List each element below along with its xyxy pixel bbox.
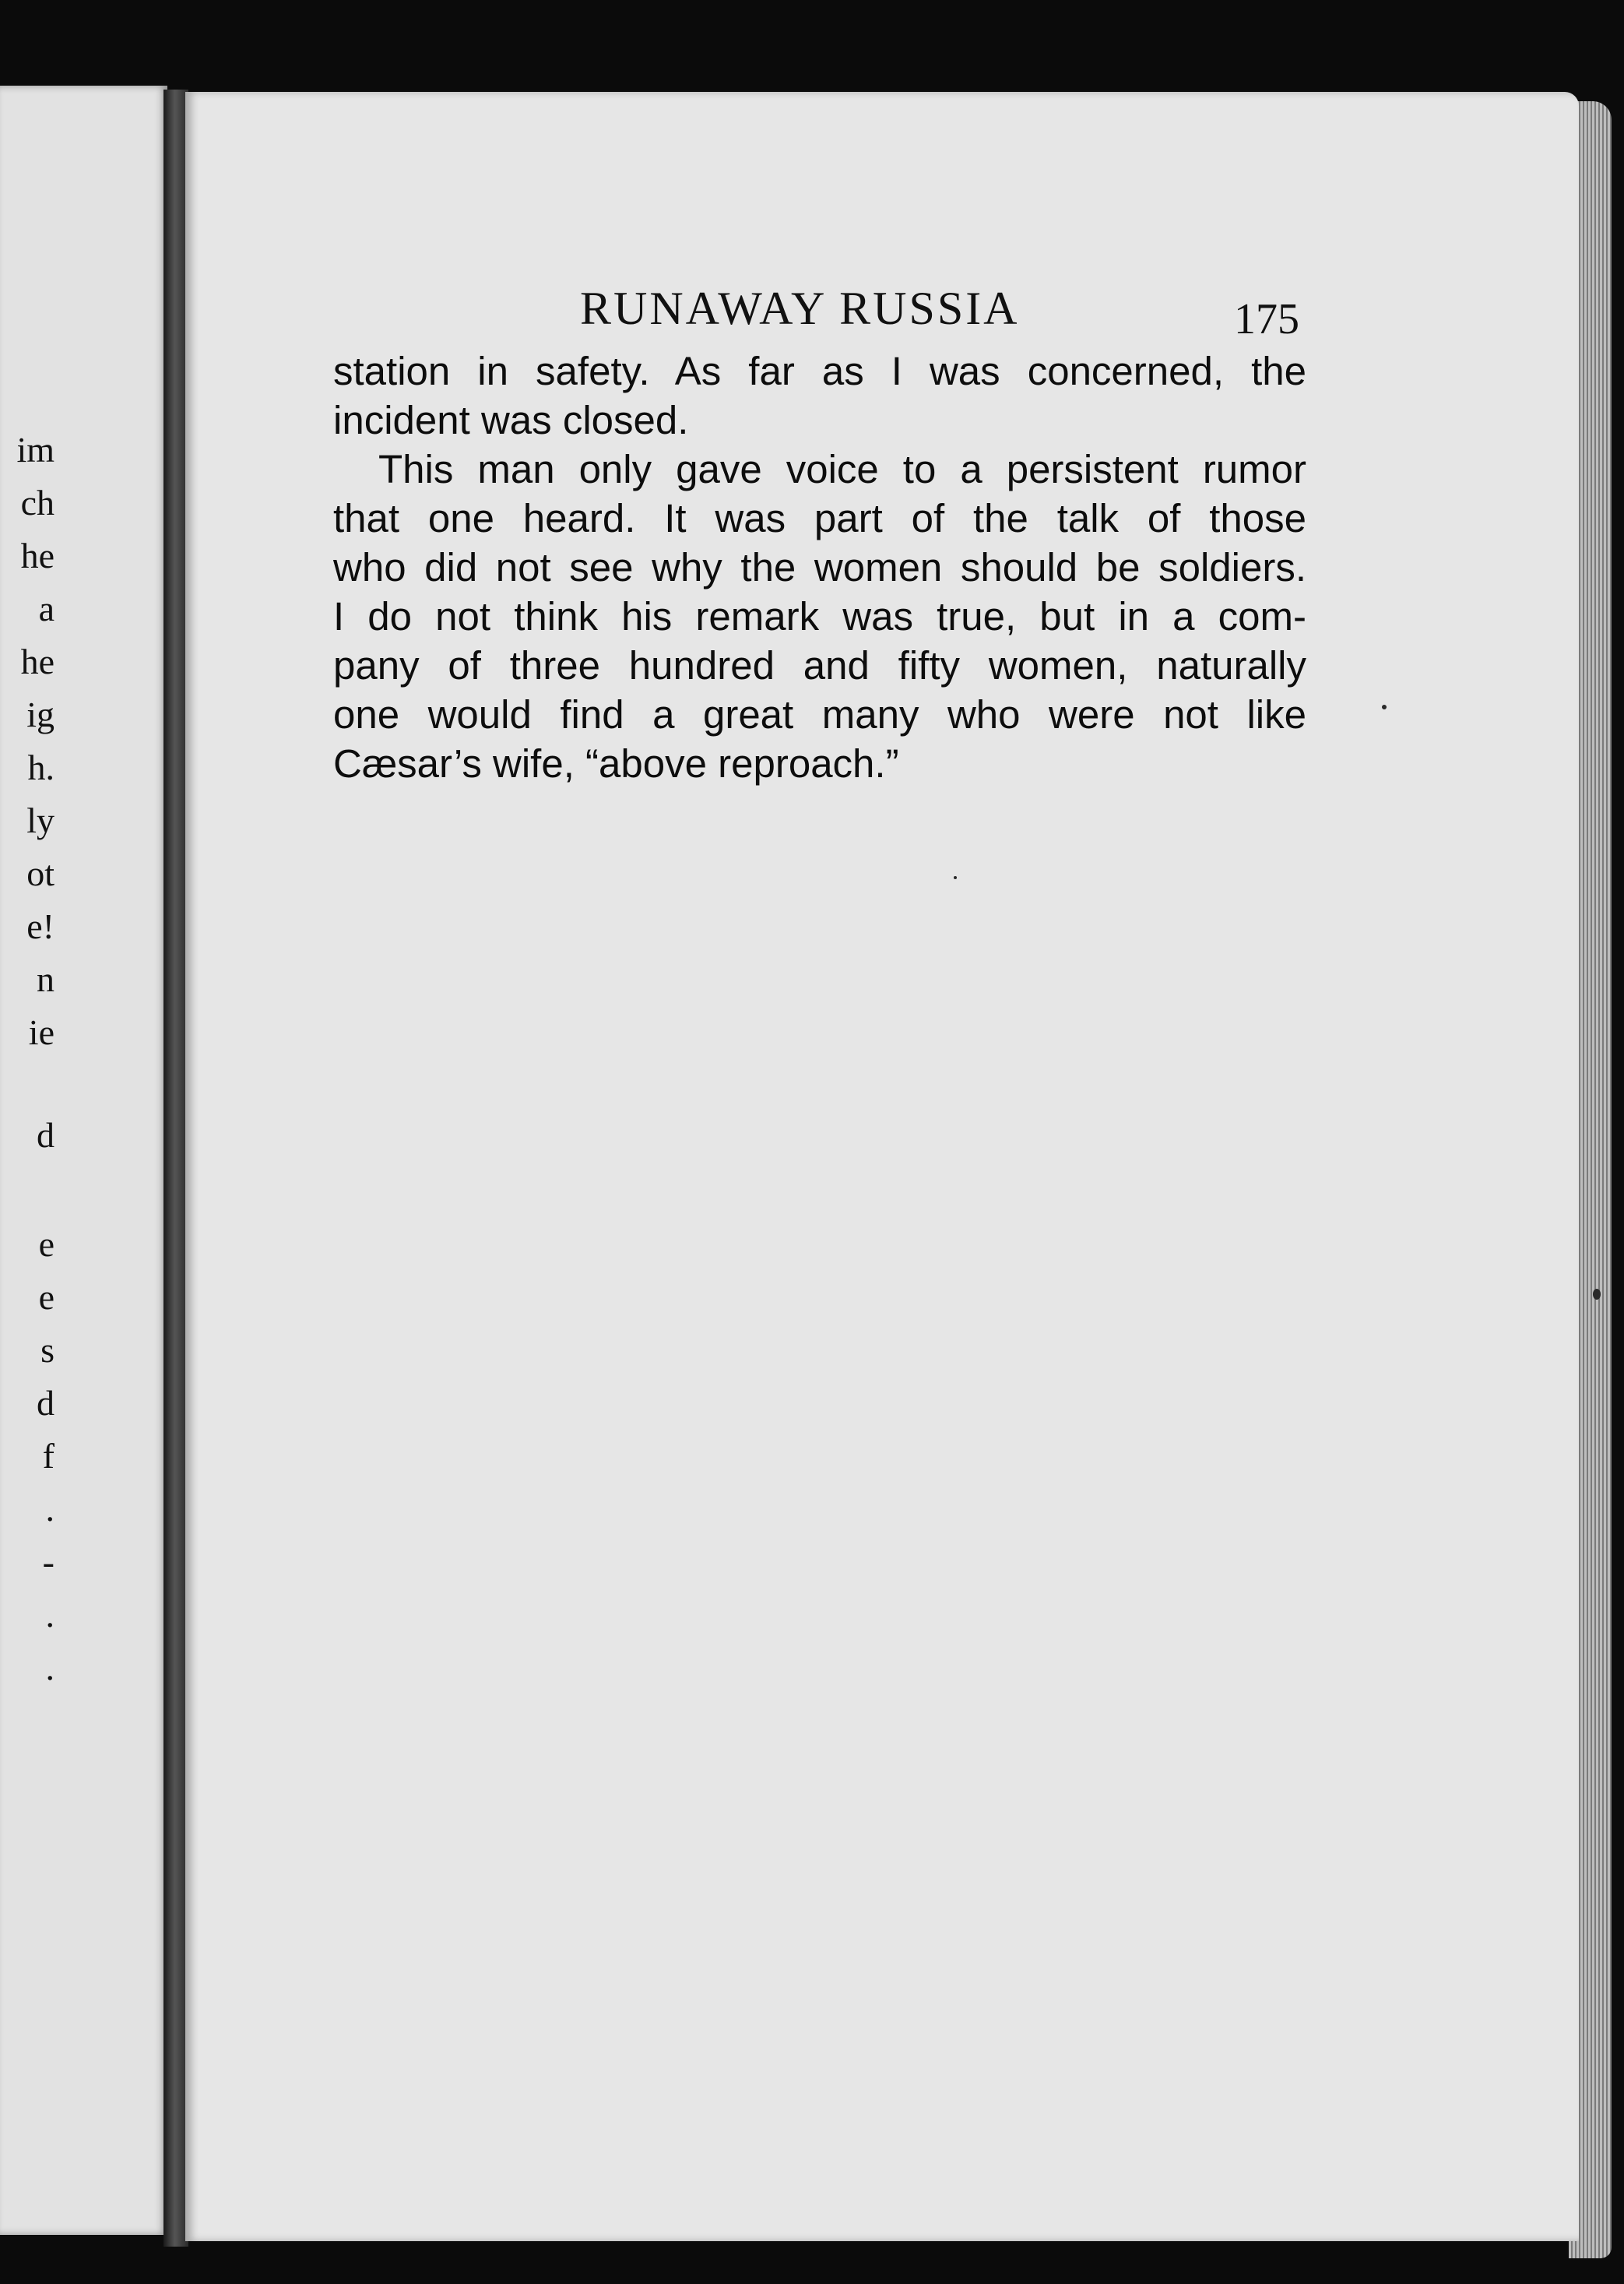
left-fragment: d (37, 1383, 54, 1423)
left-fragment: ch (20, 483, 54, 523)
left-fragment: . (45, 1595, 54, 1635)
left-fragment: he (20, 642, 54, 681)
text-line: that one heard. It was part of the talk of those (333, 496, 1306, 540)
left-fragment: h. (27, 748, 54, 787)
left-fragment: n (37, 959, 54, 999)
left-fragment: ot (26, 853, 54, 893)
scan-speck (1382, 705, 1387, 709)
left-fragment: ly (26, 801, 54, 840)
left-fragment: e (38, 1224, 54, 1264)
left-fragment: e! (26, 906, 54, 946)
body-text (333, 347, 1306, 788)
left-fragment: ie (28, 1012, 54, 1052)
left-fragment: im (16, 430, 54, 470)
left-fragment: - (42, 1542, 54, 1582)
text-line: who did not see why the women should be soldiers. (333, 545, 1306, 589)
left-fragment: d (37, 1115, 54, 1155)
scan-speck (1593, 1289, 1601, 1300)
text-line: incident was closed. (333, 398, 689, 442)
paragraph (333, 347, 1306, 445)
text-line: one would find a great many who were not like (333, 692, 1306, 737)
left-fragment: s (40, 1330, 54, 1370)
paragraph (333, 445, 1306, 788)
left-fragment: he (20, 536, 54, 575)
left-fragment: f (42, 1436, 54, 1476)
left-fragment: e (38, 1277, 54, 1317)
left-fragment: . (45, 1489, 54, 1529)
text-line: station in safety. As far as I was concerned, the (333, 349, 1306, 393)
left-fragment: . (45, 1648, 54, 1687)
left-fragment: a (38, 589, 54, 628)
page-number: 175 (1234, 295, 1299, 343)
left-page (0, 86, 167, 2235)
running-head: RUNAWAY RUSSIA (580, 283, 1020, 334)
left-fragment: ig (26, 695, 54, 734)
text-line: pany of three hundred and fifty women, naturally (333, 643, 1306, 688)
scan-speck (954, 876, 957, 879)
text-line: Cæsar’s wife, “above reproach.” (333, 741, 899, 786)
text-line: This man only gave voice to a persistent rumor (378, 447, 1306, 491)
text-line: I do not think his remark was true, but in a com- (333, 594, 1306, 639)
